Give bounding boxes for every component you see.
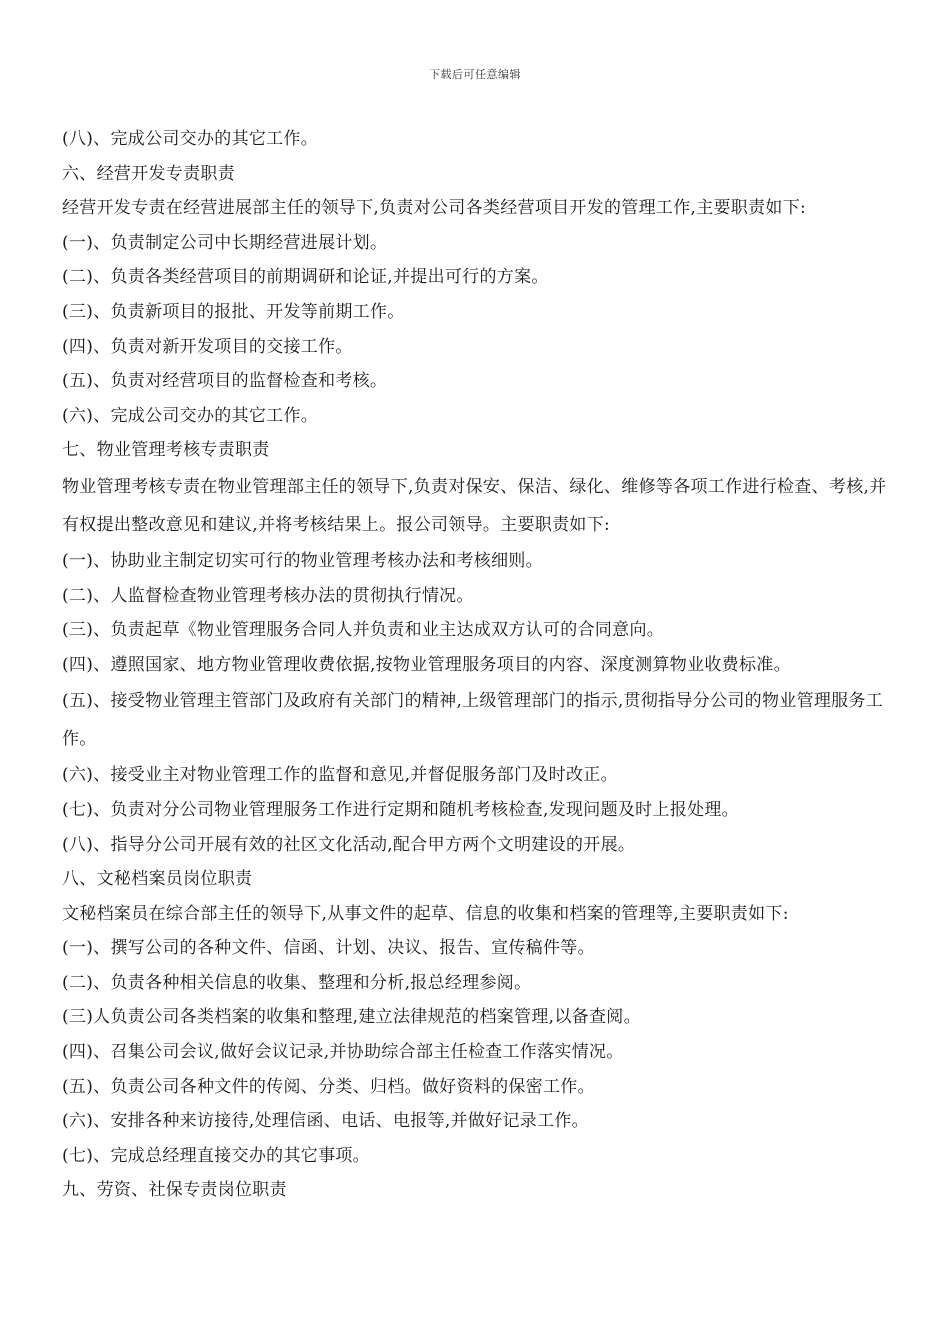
list-item: (五)、负责对经营项目的监督检查和考核。 bbox=[62, 371, 388, 392]
section-heading: 八、文秘档案员岗位职责 bbox=[62, 869, 253, 890]
list-item: (一)、负责制定公司中长期经营进展计划。 bbox=[62, 232, 388, 253]
list-item: (二)、人监督检查物业管理考核办法的贯彻执行情况。 bbox=[62, 585, 474, 606]
list-item: (八)、指导分公司开展有效的社区文化活动,配合甲方两个文明建设的开展。 bbox=[62, 834, 636, 855]
list-item: (二)、负责各类经营项目的前期调研和论证,并提出可行的方案。 bbox=[62, 267, 549, 288]
list-item: (一)、协助业主制定切实可行的物业管理考核办法和考核细则。 bbox=[62, 550, 543, 571]
list-item: (四)、召集公司会议,做好会议记录,并协助综合部主任检查工作落实情况。 bbox=[62, 1042, 624, 1063]
list-item: (七)、负责对分公司物业管理服务工作进行定期和随机考核检查,发现问题及时上报处理。 bbox=[62, 799, 739, 820]
document-body bbox=[62, 122, 897, 1208]
list-item: (五)、接受物业管理主管部门及政府有关部门的精神,上级管理部门的指示,贯彻指导分公司的物业管理服务工作。 bbox=[62, 691, 884, 750]
list-item: (四)、遵照国家、地方物业管理收费依据,按物业管理服务项目的内容、深度测算物业收费标准。 bbox=[62, 654, 791, 675]
list-item: (三)、负责新项目的报批、开发等前期工作。 bbox=[62, 301, 405, 322]
list-item: (五)、负责公司各种文件的传阅、分类、归档。做好资料的保密工作。 bbox=[62, 1076, 595, 1097]
paragraph: 文秘档案员在综合部主任的领导下,从事文件的起草、信息的收集和档案的管理等,主要职责如下: bbox=[62, 903, 789, 924]
list-item: (三)、负责起草《物业管理服务合同人并负责和业主达成双方认可的合同意向。 bbox=[62, 620, 665, 641]
list-item: (六)、安排各种来访接待,处理信函、电话、电报等,并做好记录工作。 bbox=[62, 1111, 589, 1132]
section-heading: 六、经营开发专责职责 bbox=[62, 163, 235, 184]
paragraph: 经营开发专责在经营进展部主任的领导下,负责对公司各类经营项目开发的管理工作,主要职责如下: bbox=[62, 198, 807, 219]
list-item: (六)、完成公司交办的其它工作。 bbox=[62, 405, 319, 426]
section-heading: 七、物业管理考核专责职责 bbox=[62, 440, 270, 461]
list-item: (六)、接受业主对物业管理工作的监督和意见,并督促服务部门及时改正。 bbox=[62, 765, 618, 786]
section-heading: 九、劳资、社保专责岗位职责 bbox=[62, 1180, 287, 1201]
list-item: (四)、负责对新开发项目的交接工作。 bbox=[62, 336, 353, 357]
list-item: (八)、完成公司交办的其它工作。 bbox=[62, 129, 319, 149]
paragraph: 物业管理考核专责在物业管理部主任的领导下,负责对保安、保洁、绿化、维修等各项工作进行检查、考核,并有权提出整改意见和建议,并将考核结果上。报公司领导。主要职责如下: bbox=[62, 476, 887, 535]
list-item: (一)、撰写公司的各种文件、信函、计划、决议、报告、宣传稿件等。 bbox=[62, 938, 595, 959]
list-item: (三)人负责公司各类档案的收集和整理,建立法律规范的档案管理,以备查阅。 bbox=[62, 1007, 641, 1028]
list-item: (二)、负责各种相关信息的收集、整理和分析,报总经理参阅。 bbox=[62, 972, 532, 993]
list-item: (七)、完成总经理直接交办的其它事项。 bbox=[62, 1145, 370, 1166]
page-header-note: 下载后可任意编辑 bbox=[429, 68, 521, 81]
